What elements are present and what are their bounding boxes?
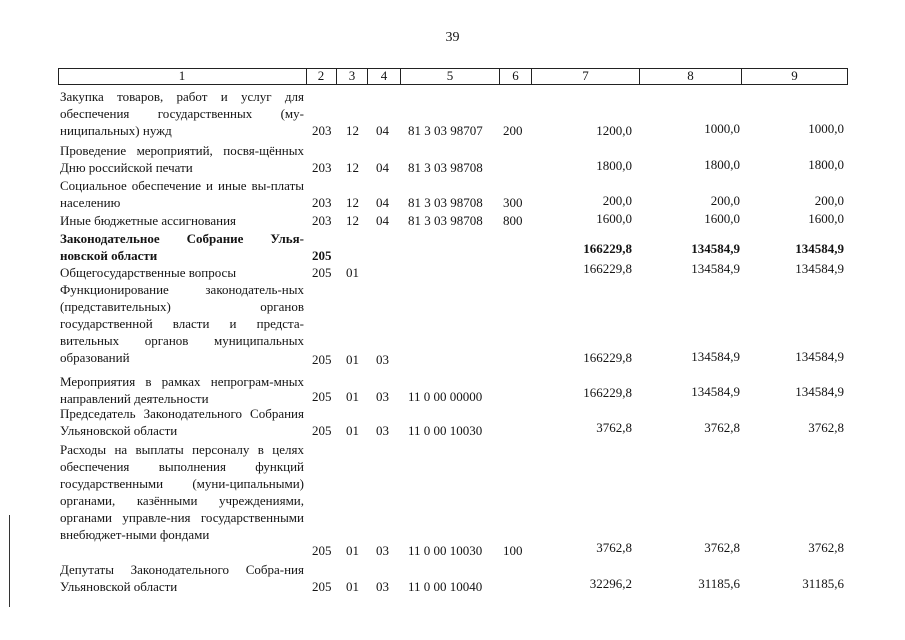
cell-2: 205 xyxy=(312,265,332,280)
row-name: Общегосударственные вопросы xyxy=(60,265,237,280)
cell-7: 1600,0 xyxy=(596,211,632,226)
cell-7: 166229,8 xyxy=(583,261,632,276)
row-name: Иные бюджетные ассигнования xyxy=(60,213,237,228)
cell-2: 205 xyxy=(312,423,332,438)
col-header-6: 6 xyxy=(500,68,532,84)
cell-9: 1000,0 xyxy=(808,121,844,136)
cell-4: 03 xyxy=(376,579,389,594)
cell-2: 205 xyxy=(312,579,332,594)
col-header-8: 8 xyxy=(640,68,742,84)
cell-5: 11 0 00 00000 xyxy=(408,389,483,404)
cell-5: 81 3 03 98708 xyxy=(408,160,483,175)
cell-7: 3762,8 xyxy=(596,540,632,555)
cell-5: 81 3 03 98707 xyxy=(408,123,483,138)
row-name: Депутаты Законодательного Собра-ния Ульяновской области xyxy=(60,562,304,594)
cell-5: 11 0 00 10040 xyxy=(408,579,483,594)
cell-3: 01 xyxy=(346,579,359,594)
col-header-1: 1 xyxy=(58,68,307,84)
col-header-9: 9 xyxy=(742,68,848,84)
cell-4: 04 xyxy=(376,123,389,138)
col-header-5: 5 xyxy=(401,68,500,84)
row-name: Закупка товаров, работ и услуг для обеспечения государственных (му-ниципальных) нужд xyxy=(60,89,304,138)
cell-2: 205 xyxy=(312,352,332,367)
cell-5: 81 3 03 98708 xyxy=(408,195,483,210)
cell-5: 11 0 00 10030 xyxy=(408,543,483,558)
cell-8: 31185,6 xyxy=(698,576,740,591)
row-name: Расходы на выплаты персоналу в целях обеспечения выполнения функций государственными (муни-ципальными) органами, казёнными учреждениями, органами управле-ния государственными внебюджет-ными фондами xyxy=(60,442,304,542)
cell-6: 200 xyxy=(503,123,523,138)
cell-6: 800 xyxy=(503,213,523,228)
cell-8: 200,0 xyxy=(710,193,740,208)
cell-2: 205 xyxy=(312,389,332,404)
cell-3: 01 xyxy=(346,265,359,280)
table-row xyxy=(0,177,905,211)
header-bottom-border xyxy=(58,84,848,85)
cell-6: 100 xyxy=(503,543,523,558)
table-row xyxy=(0,369,905,406)
row-name: Социальное обеспечение и иные вы-платы населению xyxy=(60,178,304,210)
cell-8: 1800,0 xyxy=(704,157,740,172)
col-header-3: 3 xyxy=(337,68,368,84)
cell-7: 166229,8 xyxy=(583,350,632,365)
table-row xyxy=(0,441,905,561)
cell-9: 134584,9 xyxy=(795,349,844,364)
cell-9: 134584,9 xyxy=(795,261,844,276)
table-row xyxy=(0,281,905,369)
cell-3: 01 xyxy=(346,423,359,438)
row-name: Мероприятия в рамках непрограм-мных направлений деятельности xyxy=(60,374,304,406)
cell-3: 01 xyxy=(346,389,359,404)
row-name: Законодательное Собрание Улья-новской области xyxy=(60,231,304,263)
cell-4: 03 xyxy=(376,423,389,438)
cell-8: 134584,9 xyxy=(691,241,740,256)
cell-9: 1600,0 xyxy=(808,211,844,226)
cell-8: 134584,9 xyxy=(691,349,740,364)
cell-9: 134584,9 xyxy=(795,384,844,399)
cell-4: 03 xyxy=(376,389,389,404)
cell-2: 203 xyxy=(312,213,332,228)
table-row xyxy=(0,88,905,142)
cell-7: 3762,8 xyxy=(596,420,632,435)
cell-8: 134584,9 xyxy=(691,384,740,399)
cell-8: 3762,8 xyxy=(704,540,740,555)
cell-4: 04 xyxy=(376,195,389,210)
cell-7: 1800,0 xyxy=(596,158,632,173)
table-row xyxy=(0,405,905,439)
row-name: Проведение мероприятий, посвя-щённых Дню российской печати xyxy=(60,143,304,175)
cell-8: 3762,8 xyxy=(704,420,740,435)
cell-4: 03 xyxy=(376,543,389,558)
cell-7: 200,0 xyxy=(602,193,632,208)
table-row xyxy=(0,142,905,176)
cell-6: 300 xyxy=(503,195,523,210)
cell-4: 04 xyxy=(376,160,389,175)
cell-3: 12 xyxy=(346,123,359,138)
row-name: Функционирование законодатель-ных (представительных) органов государственной власти и предста-вительных органов муниципальных образований xyxy=(60,282,304,365)
cell-3: 12 xyxy=(346,160,359,175)
col-header-7: 7 xyxy=(532,68,640,84)
col-header-2: 2 xyxy=(306,68,337,84)
col-header-4: 4 xyxy=(368,68,401,84)
page-number: 39 xyxy=(445,30,460,45)
cell-3: 01 xyxy=(346,352,359,367)
cell-8: 1600,0 xyxy=(704,211,740,226)
table-row xyxy=(0,561,905,597)
cell-8: 1000,0 xyxy=(704,121,740,136)
cell-7: 166229,8 xyxy=(583,241,632,256)
cell-9: 3762,8 xyxy=(808,540,844,555)
table-row xyxy=(0,212,905,230)
row-name: Председатель Законодательного Собрания Ульяновской области xyxy=(60,406,304,438)
cell-5: 81 3 03 98708 xyxy=(408,213,483,228)
cell-7: 166229,8 xyxy=(583,385,632,400)
cell-3: 12 xyxy=(346,213,359,228)
cell-3: 01 xyxy=(346,543,359,558)
cell-2: 203 xyxy=(312,195,332,210)
cell-9: 1800,0 xyxy=(808,157,844,172)
cell-9: 134584,9 xyxy=(795,241,844,256)
cell-2: 203 xyxy=(312,123,332,138)
table-row xyxy=(0,230,905,264)
cell-7: 32296,2 xyxy=(589,576,632,591)
cell-8: 134584,9 xyxy=(691,261,740,276)
cell-2: 203 xyxy=(312,160,332,175)
cell-2: 205 xyxy=(312,248,332,263)
cell-4: 03 xyxy=(376,352,389,367)
cell-9: 200,0 xyxy=(814,193,844,208)
cell-5: 11 0 00 10030 xyxy=(408,423,483,438)
cell-3: 12 xyxy=(346,195,359,210)
cell-7: 1200,0 xyxy=(596,123,632,138)
cell-9: 3762,8 xyxy=(808,420,844,435)
cell-4: 04 xyxy=(376,213,389,228)
table-row xyxy=(0,261,905,282)
cell-9: 31185,6 xyxy=(802,576,844,591)
cell-2: 205 xyxy=(312,543,332,558)
